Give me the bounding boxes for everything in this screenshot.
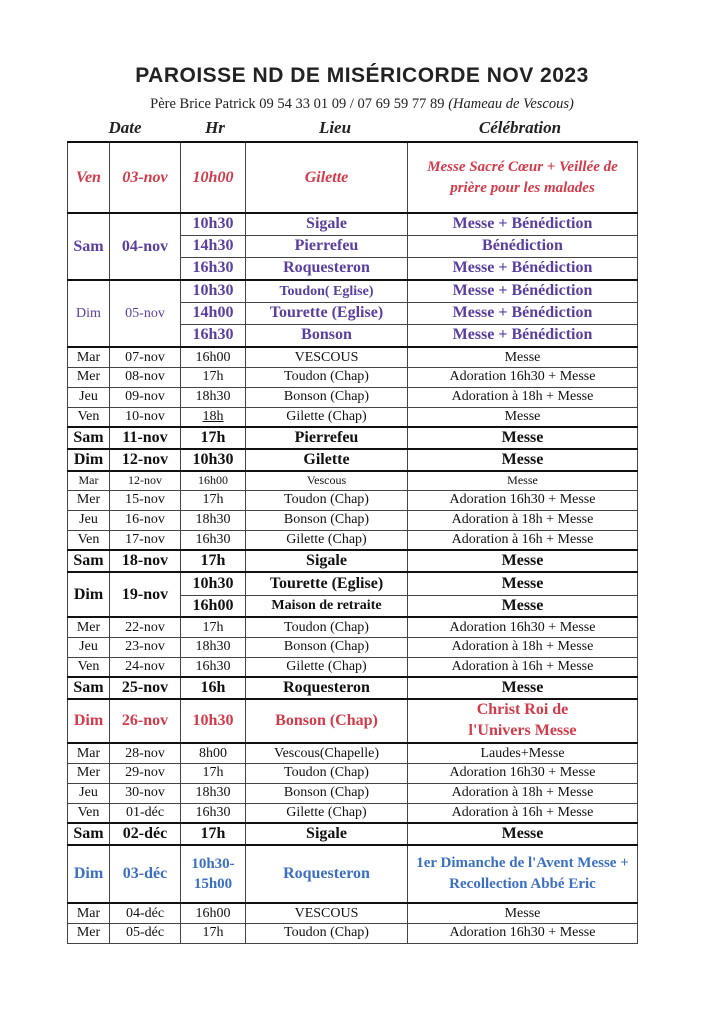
cell-lieu: Roquesteron [246, 677, 408, 699]
cell-celebration: Adoration à 18h + Messe [408, 783, 638, 803]
cell-day: Dim [68, 699, 110, 743]
cell-lieu: Bonson (Chap) [246, 637, 408, 657]
cell-hr: 16h30 [181, 530, 246, 550]
cell-celebration: Messe [408, 550, 638, 572]
cell-lieu: Toudon (Chap) [246, 763, 408, 783]
cell-lieu: Pierrefeu [246, 235, 408, 257]
cell-celebration: Messe + Bénédiction [408, 257, 638, 280]
cell-hr: 18h30 [181, 783, 246, 803]
cell-hr: 18h30 [181, 387, 246, 407]
cell-celebration: Adoration 16h30 + Messe [408, 617, 638, 637]
cell-day: Mer [68, 923, 110, 943]
cell-hr: 14h00 [181, 302, 246, 324]
table-row [68, 550, 638, 572]
cell-hr: 16h00 [181, 595, 246, 617]
cell-lieu: Gilette (Chap) [246, 657, 408, 677]
cell-date: 26-nov [110, 699, 181, 743]
cell-lieu: Bonson (Chap) [246, 387, 408, 407]
cell-date: 25-nov [110, 677, 181, 699]
cell-hr: 10h30 [181, 213, 246, 235]
column-header-date: Date [108, 118, 142, 137]
cell-date: 22-nov [110, 617, 181, 637]
cell-lieu: Gilette (Chap) [246, 803, 408, 823]
cell-celebration: Messe + Bénédiction [408, 280, 638, 302]
cell-date: 04-déc [110, 903, 181, 923]
cell-day: Mar [68, 347, 110, 367]
cell-hr: 10h30 [181, 699, 246, 743]
cell-date: 04-nov [110, 213, 181, 280]
cell-day: Jeu [68, 510, 110, 530]
cell-lieu: Gilette (Chap) [246, 407, 408, 427]
cell-lieu: Maison de retraite [246, 595, 408, 617]
cell-date: 05-nov [110, 280, 181, 347]
cell-lieu: Gilette (Chap) [246, 530, 408, 550]
cell-day: Sam [68, 427, 110, 449]
cell-date: 30-nov [110, 783, 181, 803]
cell-celebration: Messe [408, 677, 638, 699]
cell-date: 17-nov [110, 530, 181, 550]
cell-date: 12-nov [110, 471, 181, 490]
cell-day: Mer [68, 367, 110, 387]
cell-hr: 17h [181, 617, 246, 637]
cell-hr: 16h00 [181, 471, 246, 490]
cell-celebration: Adoration à 18h + Messe [408, 510, 638, 530]
table-row [68, 657, 638, 677]
cell-celebration: Messe [408, 572, 638, 595]
cell-day: Ven [68, 407, 110, 427]
table-row [68, 677, 638, 699]
cell-lieu: Gilette [246, 142, 408, 213]
cell-day: Ven [68, 657, 110, 677]
cell-date: 23-nov [110, 637, 181, 657]
cell-lieu: Vescous [246, 471, 408, 490]
table-row [68, 347, 638, 367]
cell-celebration: Messe [408, 471, 638, 490]
cell-day: Mar [68, 471, 110, 490]
cell-date: 29-nov [110, 763, 181, 783]
cell-celebration: 1er Dimanche de l'Avent Messe + Recollection Abbé Eric [408, 845, 638, 903]
table-row [68, 490, 638, 510]
contact-note: (Hameau de Vescous) [448, 96, 574, 112]
cell-hr: 17h [181, 367, 246, 387]
cell-hr: 18h [181, 407, 246, 427]
cell-lieu: Sigale [246, 550, 408, 572]
cell-day: Jeu [68, 637, 110, 657]
cell-celebration: Messe [408, 903, 638, 923]
cell-celebration: Messe [408, 823, 638, 845]
cell-hr: 10h00 [181, 142, 246, 213]
cell-date: 11-nov [110, 427, 181, 449]
cell-hr: 18h30 [181, 510, 246, 530]
table-row [68, 142, 638, 213]
table-row [68, 280, 638, 302]
table-row [68, 530, 638, 550]
cell-day: Mar [68, 903, 110, 923]
table-row [68, 637, 638, 657]
cell-lieu: Vescous(Chapelle) [246, 743, 408, 763]
table-row [68, 845, 638, 903]
cell-celebration: Adoration à 16h + Messe [408, 803, 638, 823]
cell-lieu: Bonson (Chap) [246, 783, 408, 803]
column-header-celebration: Célébration [478, 118, 562, 137]
cell-lieu: Pierrefeu [246, 427, 408, 449]
cell-hr: 17h [181, 427, 246, 449]
cell-lieu: Tourette (Eglise) [246, 572, 408, 595]
cell-hr: 18h30 [181, 637, 246, 657]
cell-date: 03-nov [110, 142, 181, 213]
cell-day: Ven [68, 803, 110, 823]
cell-lieu: Bonson (Chap) [246, 510, 408, 530]
cell-hr: 10h30 [181, 449, 246, 471]
cell-date: 16-nov [110, 510, 181, 530]
cell-celebration: Adoration à 16h + Messe [408, 657, 638, 677]
table-row [68, 449, 638, 471]
table-row [68, 699, 638, 743]
cell-hr: 16h30 [181, 324, 246, 347]
cell-date: 12-nov [110, 449, 181, 471]
contact-line [0, 96, 724, 113]
cell-lieu: Toudon (Chap) [246, 617, 408, 637]
cell-hr: 10h30 [181, 280, 246, 302]
cell-celebration: Adoration 16h30 + Messe [408, 923, 638, 943]
cell-day: Mer [68, 763, 110, 783]
table-row [68, 823, 638, 845]
cell-day: Mar [68, 743, 110, 763]
cell-date: 28-nov [110, 743, 181, 763]
cell-hr: 17h [181, 923, 246, 943]
cell-celebration: Adoration 16h30 + Messe [408, 367, 638, 387]
cell-celebration: Adoration 16h30 + Messe [408, 763, 638, 783]
cell-date: 24-nov [110, 657, 181, 677]
cell-date: 10-nov [110, 407, 181, 427]
table-row [68, 617, 638, 637]
cell-hr: 10h30-15h00 [181, 845, 246, 903]
cell-hr: 16h30 [181, 657, 246, 677]
cell-day: Dim [68, 449, 110, 471]
page-title: PAROISSE ND DE MISÉRICORDE NOV 2023 [135, 64, 589, 87]
cell-celebration: Adoration à 18h + Messe [408, 387, 638, 407]
column-header-lieu: Lieu [318, 118, 352, 137]
cell-celebration: Messe [408, 595, 638, 617]
cell-celebration: Messe [408, 407, 638, 427]
cell-lieu: Toudon( Eglise) [246, 280, 408, 302]
cell-day: Ven [68, 530, 110, 550]
cell-hr: 8h00 [181, 743, 246, 763]
cell-date: 07-nov [110, 347, 181, 367]
cell-lieu: Tourette (Eglise) [246, 302, 408, 324]
cell-celebration: Adoration à 18h + Messe [408, 637, 638, 657]
cell-date: 02-déc [110, 823, 181, 845]
table-row [68, 510, 638, 530]
cell-celebration: Bénédiction [408, 235, 638, 257]
cell-celebration: Adoration à 16h + Messe [408, 530, 638, 550]
cell-celebration: Messe Sacré Cœur + Veillée de prière pour les malades [408, 142, 638, 213]
cell-celebration: Laudes+Messe [408, 743, 638, 763]
table-row [68, 572, 638, 595]
cell-day: Dim [68, 572, 110, 617]
cell-lieu: Roquesteron [246, 845, 408, 903]
cell-hr: 16h00 [181, 903, 246, 923]
cell-celebration: Messe + Bénédiction [408, 324, 638, 347]
cell-celebration: Messe + Bénédiction [408, 213, 638, 235]
cell-lieu: Toudon (Chap) [246, 923, 408, 943]
cell-day: Sam [68, 677, 110, 699]
cell-date: 09-nov [110, 387, 181, 407]
table-row [68, 407, 638, 427]
cell-day: Mer [68, 617, 110, 637]
cell-celebration: Christ Roi de l'Univers Messe [408, 699, 638, 743]
cell-date: 03-déc [110, 845, 181, 903]
cell-hr: 16h00 [181, 347, 246, 367]
cell-hr: 17h [181, 550, 246, 572]
table-row [68, 803, 638, 823]
cell-hr: 16h30 [181, 257, 246, 280]
cell-celebration: Messe [408, 449, 638, 471]
cell-lieu: VESCOUS [246, 903, 408, 923]
table-row [68, 367, 638, 387]
table-row [68, 903, 638, 923]
cell-day: Jeu [68, 783, 110, 803]
table-row [68, 743, 638, 763]
cell-date: 15-nov [110, 490, 181, 510]
cell-lieu: Bonson (Chap) [246, 699, 408, 743]
table-row [68, 427, 638, 449]
cell-lieu: VESCOUS [246, 347, 408, 367]
cell-date: 05-déc [110, 923, 181, 943]
table-row [68, 783, 638, 803]
cell-date: 18-nov [110, 550, 181, 572]
cell-date: 01-déc [110, 803, 181, 823]
cell-lieu: Roquesteron [246, 257, 408, 280]
cell-celebration: Messe + Bénédiction [408, 302, 638, 324]
cell-lieu: Toudon (Chap) [246, 490, 408, 510]
cell-celebration: Messe [408, 347, 638, 367]
cell-day: Ven [68, 142, 110, 213]
cell-hr: 17h [181, 823, 246, 845]
cell-lieu: Sigale [246, 213, 408, 235]
cell-hr: 17h [181, 490, 246, 510]
table-row [68, 763, 638, 783]
cell-day: Sam [68, 550, 110, 572]
cell-day: Dim [68, 280, 110, 347]
cell-hr: 10h30 [181, 572, 246, 595]
cell-celebration: Messe [408, 427, 638, 449]
cell-day: Sam [68, 213, 110, 280]
schedule-table [67, 141, 638, 944]
cell-hr: 14h30 [181, 235, 246, 257]
cell-day: Sam [68, 823, 110, 845]
cell-day: Dim [68, 845, 110, 903]
cell-date: 19-nov [110, 572, 181, 617]
column-header-hr: Hr [205, 118, 225, 137]
cell-lieu: Sigale [246, 823, 408, 845]
cell-day: Mer [68, 490, 110, 510]
cell-lieu: Bonson [246, 324, 408, 347]
contact-phone: Père Brice Patrick 09 54 33 01 09 / 07 69 59 77 89 [150, 96, 445, 112]
cell-hr: 16h30 [181, 803, 246, 823]
cell-day: Jeu [68, 387, 110, 407]
table-row [68, 471, 638, 490]
table-row [68, 213, 638, 235]
cell-lieu: Gilette [246, 449, 408, 471]
cell-hr: 16h [181, 677, 246, 699]
cell-lieu: Toudon (Chap) [246, 367, 408, 387]
cell-celebration: Adoration 16h30 + Messe [408, 490, 638, 510]
cell-hr: 17h [181, 763, 246, 783]
cell-date: 08-nov [110, 367, 181, 387]
table-row [68, 923, 638, 943]
table-row [68, 387, 638, 407]
